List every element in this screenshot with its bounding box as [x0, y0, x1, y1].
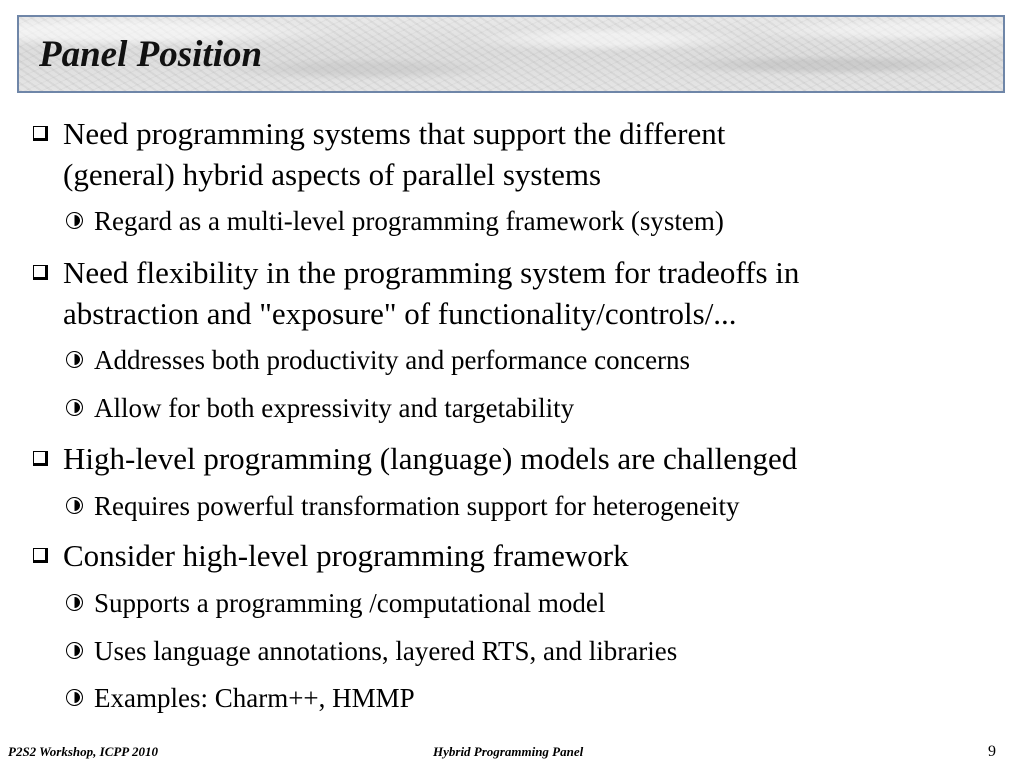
- bullet-text: [63, 113, 725, 195]
- sub-bullet-text: Allow for both expressivity and targetability: [94, 393, 575, 423]
- circle-bullet-icon: [66, 689, 83, 706]
- bullet-line: Need programming systems that support the different: [63, 116, 726, 151]
- square-bullet-icon: [33, 126, 48, 141]
- circle-bullet-icon: [66, 497, 83, 514]
- circle-bullet-icon: [66, 594, 83, 611]
- title-bar: [17, 15, 1005, 93]
- sub-bullet-text: Supports a programming /computational model: [94, 588, 606, 618]
- sub-bullet-text: Addresses both productivity and performance concerns: [94, 345, 691, 375]
- bullet-text: [63, 252, 799, 334]
- square-bullet-icon: [33, 265, 48, 280]
- sub-bullet-text: Requires powerful transformation support for heterogeneity: [94, 491, 740, 521]
- circle-bullet-icon: [66, 399, 83, 416]
- sub-bullet-text: Examples: Charm++, HMMP: [94, 683, 415, 713]
- sub-bullet-text: Regard as a multi-level programming framework (system): [94, 206, 724, 236]
- page-number: 9: [988, 743, 996, 760]
- square-bullet-icon: [33, 451, 48, 466]
- sub-bullet-text: Uses language annotations, layered RTS, and libraries: [94, 636, 678, 666]
- bullet-line: Need flexibility in the programming system for tradeoffs in: [63, 255, 800, 290]
- bullet-line: (general) hybrid aspects of parallel systems: [63, 157, 602, 192]
- footer-center-text: Hybrid Programming Panel: [433, 744, 584, 759]
- bullet-line: abstraction and "exposure" of functionality/controls/...: [63, 296, 737, 331]
- bullet-text: High-level programming (language) models are challenged: [63, 441, 798, 476]
- circle-bullet-icon: [66, 212, 83, 229]
- circle-bullet-icon: [66, 351, 83, 368]
- square-bullet-icon: [33, 548, 48, 563]
- circle-bullet-icon: [66, 642, 83, 659]
- bullet-text: Consider high-level programming framework: [63, 538, 629, 573]
- slide-title: Panel Position: [39, 34, 263, 75]
- footer-left-text: P2S2 Workshop, ICPP 2010: [8, 744, 159, 759]
